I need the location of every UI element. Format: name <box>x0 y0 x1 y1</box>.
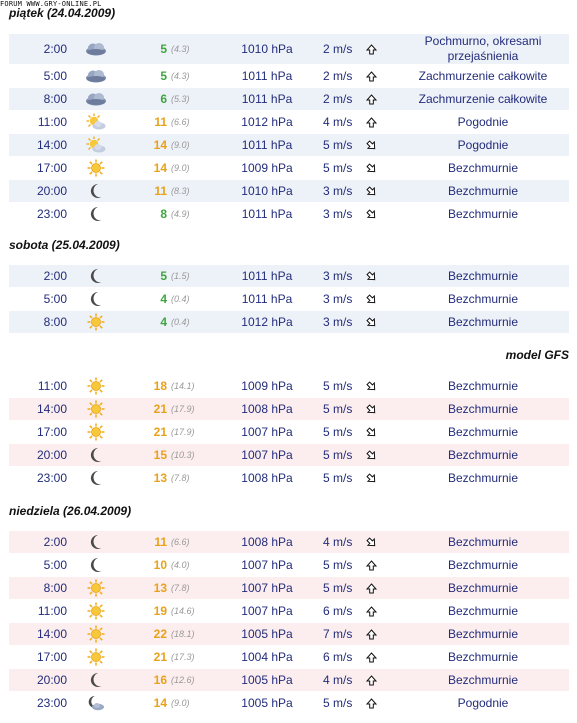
time-cell: 5:00 <box>43 69 67 83</box>
model-label: model GFS <box>505 348 569 362</box>
forecast-row <box>9 577 569 599</box>
forecast-row <box>9 111 569 133</box>
temperature: 21 <box>153 650 167 664</box>
time-cell: 23:00 <box>36 207 67 221</box>
time-cell: 17:00 <box>36 650 67 664</box>
time-cell: 14:00 <box>36 627 67 641</box>
sun-cloud-icon <box>81 134 111 156</box>
wind-direction-arrow-diag-icon <box>365 311 377 333</box>
forecast-row <box>9 157 569 179</box>
feels-like-temperature: (4.3) <box>171 44 190 54</box>
wind-direction-arrow-diag-icon <box>365 288 377 310</box>
forecast-row <box>9 180 569 202</box>
moon-icon <box>81 288 111 310</box>
wind-speed: 6 m/s <box>323 604 353 618</box>
temperature: 14 <box>153 161 167 175</box>
temperature: 21 <box>153 402 167 416</box>
weather-description: Zachmurzenie całkowite <box>418 91 548 106</box>
weather-description: Bezchmurnie <box>447 314 519 329</box>
sun-icon <box>81 311 111 333</box>
pressure: 1010 hPa <box>241 42 293 56</box>
time-cell: 14:00 <box>36 138 67 152</box>
weather-description: Bezchmurnie <box>447 291 519 306</box>
moon-icon <box>81 554 111 576</box>
forecast-row <box>9 288 569 310</box>
moon-icon <box>81 265 111 287</box>
pressure: 1004 hPa <box>241 650 293 664</box>
wind-speed: 2 m/s <box>323 92 353 106</box>
time-cell: 11:00 <box>37 115 67 129</box>
feels-like-temperature: (4.3) <box>171 71 190 81</box>
pressure: 1008 hPa <box>241 471 293 485</box>
feels-like-temperature: (0.4) <box>171 294 190 304</box>
day-header: sobota (25.04.2009) <box>9 238 120 252</box>
cloud-icon <box>81 34 111 64</box>
forecast-row <box>9 88 569 110</box>
feels-like-temperature: (5.3) <box>171 94 190 104</box>
wind-speed: 6 m/s <box>323 650 353 664</box>
time-cell: 2:00 <box>43 269 67 283</box>
weather-description: Pochmurno, okresami przejaśnienia <box>424 34 542 63</box>
feels-like-temperature: (9.0) <box>171 140 190 150</box>
forecast-row <box>9 531 569 553</box>
wind-direction-arrow-up-icon <box>365 34 377 64</box>
wind-direction-arrow-diag-icon <box>365 398 377 420</box>
time-cell: 5:00 <box>43 558 67 572</box>
pressure: 1012 hPa <box>241 315 293 329</box>
pressure: 1011 hPa <box>241 92 293 106</box>
wind-speed: 3 m/s <box>323 207 353 221</box>
weather-description: Bezchmurnie <box>447 672 519 687</box>
wind-speed: 4 m/s <box>323 115 353 129</box>
temperature: 11 <box>154 535 167 549</box>
wind-direction-arrow-up-icon <box>365 669 377 691</box>
time-cell: 8:00 <box>43 581 67 595</box>
weather-description: Bezchmurnie <box>447 206 519 221</box>
forecast-row <box>9 623 569 645</box>
wind-speed: 5 m/s <box>323 696 353 710</box>
weather-description: Pogodnie <box>457 114 509 129</box>
forecast-row <box>9 311 569 333</box>
wind-speed: 4 m/s <box>323 673 353 687</box>
temperature: 13 <box>153 581 167 595</box>
feels-like-temperature: (10.3) <box>171 450 195 460</box>
pressure: 1007 hPa <box>241 425 293 439</box>
wind-speed: 5 m/s <box>323 581 353 595</box>
wind-speed: 5 m/s <box>323 138 353 152</box>
feels-like-temperature: (4.0) <box>171 560 190 570</box>
wind-direction-arrow-up-icon <box>365 692 377 714</box>
wind-speed: 3 m/s <box>323 292 353 306</box>
feels-like-temperature: (1.5) <box>171 271 190 281</box>
time-cell: 11:00 <box>37 379 67 393</box>
moon-icon <box>81 669 111 691</box>
wind-direction-arrow-up-icon <box>365 600 377 622</box>
forecast-row <box>9 646 569 668</box>
weather-description: Bezchmurnie <box>447 603 519 618</box>
feels-like-temperature: (0.4) <box>171 317 190 327</box>
pressure: 1005 hPa <box>241 627 293 641</box>
day-header: niedziela (26.04.2009) <box>9 504 132 518</box>
pressure: 1011 hPa <box>241 292 293 306</box>
forecast-row <box>9 203 569 225</box>
wind-direction-arrow-up-icon <box>365 577 377 599</box>
temperature: 21 <box>153 425 167 439</box>
forecast-row <box>9 444 569 466</box>
temperature: 22 <box>153 627 167 641</box>
weather-description: Bezchmurnie <box>447 378 519 393</box>
feels-like-temperature: (7.8) <box>171 473 190 483</box>
feels-like-temperature: (9.0) <box>171 698 190 708</box>
temperature: 10 <box>153 558 167 572</box>
wind-speed: 5 m/s <box>323 161 353 175</box>
sun-icon <box>81 157 111 179</box>
time-cell: 8:00 <box>43 315 67 329</box>
weather-description: Pogodnie <box>457 695 509 710</box>
forecast-row <box>9 65 569 87</box>
wind-speed: 5 m/s <box>323 402 353 416</box>
feels-like-temperature: (4.9) <box>171 209 190 219</box>
pressure: 1009 hPa <box>241 161 293 175</box>
time-cell: 5:00 <box>43 292 67 306</box>
pressure: 1007 hPa <box>241 581 293 595</box>
time-cell: 23:00 <box>36 471 67 485</box>
time-cell: 23:00 <box>36 696 67 710</box>
forecast-row <box>9 692 569 714</box>
time-cell: 14:00 <box>36 402 67 416</box>
pressure: 1005 hPa <box>241 673 293 687</box>
forecast-row <box>9 375 569 397</box>
temperature: 6 <box>160 92 167 106</box>
forecast-row <box>9 600 569 622</box>
time-cell: 20:00 <box>36 184 67 198</box>
wind-speed: 4 m/s <box>323 535 353 549</box>
feels-like-temperature: (14.6) <box>171 606 195 616</box>
weather-description: Bezchmurnie <box>447 160 519 175</box>
weather-description: Bezchmurnie <box>447 649 519 664</box>
weather-description: Pogodnie <box>457 137 509 152</box>
time-cell: 11:00 <box>37 604 67 618</box>
weather-description: Bezchmurnie <box>447 447 519 462</box>
pressure: 1007 hPa <box>241 448 293 462</box>
wind-direction-arrow-diag-icon <box>365 375 377 397</box>
forecast-row <box>9 467 569 489</box>
weather-description: Bezchmurnie <box>447 534 519 549</box>
cloud-icon <box>81 65 111 87</box>
temperature: 15 <box>153 448 167 462</box>
feels-like-temperature: (8.3) <box>171 186 190 196</box>
forecast-row <box>9 554 569 576</box>
pressure: 1011 hPa <box>241 69 293 83</box>
wind-speed: 3 m/s <box>323 269 353 283</box>
moon-icon <box>81 531 111 553</box>
feels-like-temperature: (6.6) <box>171 537 190 547</box>
pressure: 1007 hPa <box>241 604 293 618</box>
wind-direction-arrow-diag-icon <box>365 180 377 202</box>
weather-description: Bezchmurnie <box>447 557 519 572</box>
wind-direction-arrow-diag-icon <box>365 134 377 156</box>
feels-like-temperature: (6.6) <box>171 117 190 127</box>
sun-icon <box>81 623 111 645</box>
sun-icon <box>81 398 111 420</box>
temperature: 4 <box>160 315 167 329</box>
wind-speed: 2 m/s <box>323 42 353 56</box>
pressure: 1005 hPa <box>241 696 293 710</box>
weather-description: Bezchmurnie <box>447 470 519 485</box>
feels-like-temperature: (17.9) <box>171 427 195 437</box>
time-cell: 8:00 <box>43 92 67 106</box>
feels-like-temperature: (17.3) <box>171 652 195 662</box>
time-cell: 20:00 <box>36 673 67 687</box>
wind-speed: 5 m/s <box>323 448 353 462</box>
wind-direction-arrow-diag-icon <box>365 157 377 179</box>
forecast-row <box>9 398 569 420</box>
weather-description: Bezchmurnie <box>447 580 519 595</box>
feels-like-temperature: (7.8) <box>171 583 190 593</box>
feels-like-temperature: (17.9) <box>171 404 195 414</box>
sun-cloud-icon <box>81 111 111 133</box>
sun-icon <box>81 577 111 599</box>
moon-icon <box>81 467 111 489</box>
weather-description: Bezchmurnie <box>447 626 519 641</box>
weather-description: Bezchmurnie <box>447 401 519 416</box>
pressure: 1008 hPa <box>241 402 293 416</box>
time-cell: 17:00 <box>36 425 67 439</box>
temperature: 18 <box>153 379 167 393</box>
wind-direction-arrow-diag-icon <box>365 203 377 225</box>
pressure: 1009 hPa <box>241 379 293 393</box>
feels-like-temperature: (18.1) <box>171 629 195 639</box>
feels-like-temperature: (12.6) <box>171 675 195 685</box>
pressure: 1012 hPa <box>241 115 293 129</box>
wind-speed: 7 m/s <box>323 627 353 641</box>
feels-like-temperature: (9.0) <box>171 163 190 173</box>
wind-direction-arrow-up-icon <box>365 646 377 668</box>
temperature: 11 <box>154 184 167 198</box>
temperature: 5 <box>160 42 167 56</box>
wind-direction-arrow-up-icon <box>365 88 377 110</box>
wind-speed: 5 m/s <box>323 379 353 393</box>
weather-description: Bezchmurnie <box>447 424 519 439</box>
forecast-row <box>9 265 569 287</box>
day-header: piątek (24.04.2009) <box>9 6 116 20</box>
wind-speed: 2 m/s <box>323 69 353 83</box>
watermark: FORUM WWW.GRY-ONLINE.PL <box>0 0 102 8</box>
temperature: 4 <box>160 292 167 306</box>
temperature: 5 <box>160 269 167 283</box>
temperature: 8 <box>160 207 167 221</box>
wind-direction-arrow-diag-icon <box>365 467 377 489</box>
wind-speed: 5 m/s <box>323 425 353 439</box>
pressure: 1007 hPa <box>241 558 293 572</box>
wind-speed: 5 m/s <box>323 558 353 572</box>
temperature: 5 <box>160 69 167 83</box>
sun-icon <box>81 375 111 397</box>
time-cell: 20:00 <box>36 448 67 462</box>
wind-speed: 5 m/s <box>323 471 353 485</box>
pressure: 1011 hPa <box>241 269 293 283</box>
wind-direction-arrow-diag-icon <box>365 531 377 553</box>
time-cell: 2:00 <box>43 535 67 549</box>
sun-icon <box>81 600 111 622</box>
moon-icon <box>81 203 111 225</box>
temperature: 11 <box>154 115 167 129</box>
temperature: 19 <box>153 604 167 618</box>
temperature: 14 <box>153 696 167 710</box>
wind-direction-arrow-diag-icon <box>365 421 377 443</box>
moon-icon <box>81 180 111 202</box>
feels-like-temperature: (14.1) <box>171 381 195 391</box>
pressure: 1010 hPa <box>241 184 293 198</box>
temperature: 13 <box>153 471 167 485</box>
pressure: 1011 hPa <box>241 207 293 221</box>
weather-description: Bezchmurnie <box>447 268 519 283</box>
sun-icon <box>81 646 111 668</box>
wind-direction-arrow-up-icon <box>365 623 377 645</box>
wind-direction-arrow-up-icon <box>365 554 377 576</box>
forecast-row <box>9 134 569 156</box>
pressure: 1008 hPa <box>241 535 293 549</box>
sun-icon <box>81 421 111 443</box>
forecast-row <box>9 34 569 64</box>
pressure: 1011 hPa <box>241 138 293 152</box>
cloud-icon <box>81 88 111 110</box>
wind-direction-arrow-diag-icon <box>365 265 377 287</box>
wind-direction-arrow-up-icon <box>365 65 377 87</box>
time-cell: 2:00 <box>43 42 67 56</box>
wind-speed: 3 m/s <box>323 315 353 329</box>
forecast-row <box>9 421 569 443</box>
moon-icon <box>81 444 111 466</box>
forecast-row <box>9 669 569 691</box>
weather-description: Zachmurzenie całkowite <box>418 68 548 83</box>
wind-direction-arrow-diag-icon <box>365 444 377 466</box>
wind-speed: 3 m/s <box>323 184 353 198</box>
temperature: 14 <box>153 138 167 152</box>
weather-description: Bezchmurnie <box>447 183 519 198</box>
time-cell: 17:00 <box>36 161 67 175</box>
moon-cloud-icon <box>81 692 111 714</box>
wind-direction-arrow-up-icon <box>365 111 377 133</box>
temperature: 16 <box>153 673 167 687</box>
